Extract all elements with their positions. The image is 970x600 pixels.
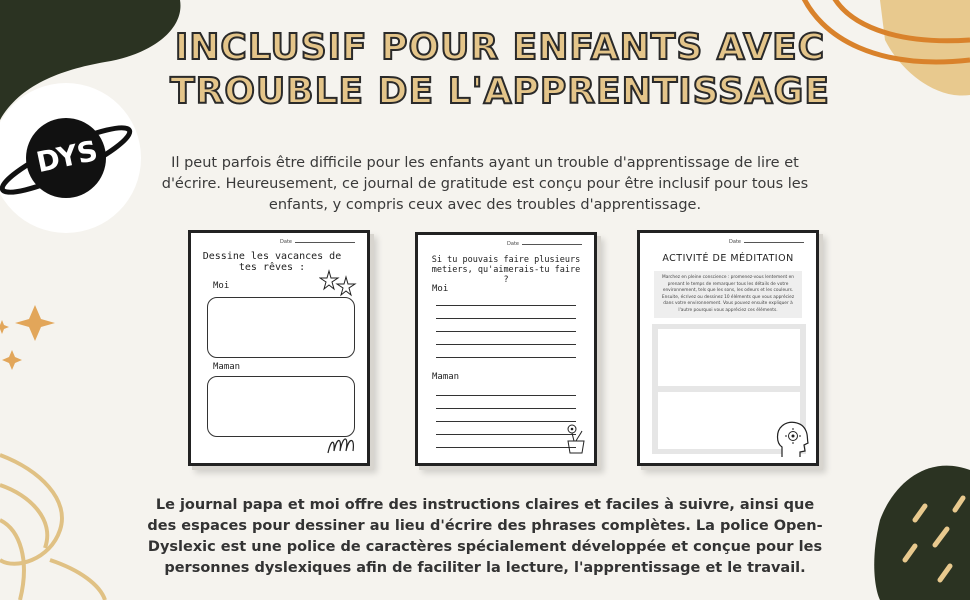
meditation-heading: ACTIVITÉ DE MÉDITATION [662,253,794,264]
description-paragraph: Le journal papa et moi offre des instructions claires et faciles à suivre, ainsi que des espaces pour dessiner au lieu d'écrire des phrases complètes. La police Open-Dyslexic est une police de caractères spécialement développée et conçue pour les personnes dyslexiques afin de faciliter la lecture, l'apprentissage et le travail. [147,497,823,576]
drawing-box-maman [207,376,355,437]
journal-page-drawing [188,230,370,466]
star-tiny [0,320,9,334]
star-small [2,350,22,370]
page-title: INCLUSIF POUR ENFANTS AVEC TROUBLE DE L'APPRENTISSAGE [170,27,830,112]
write-line [436,408,576,409]
flower-pot-icon [564,421,590,455]
stars-icon [319,269,359,299]
label-moi: Moi [432,284,449,294]
dys-badge [0,80,150,235]
journal-page-writing [415,232,597,466]
journal-page-meditation [637,230,819,466]
date-field: Date [280,239,355,245]
star-large [15,305,55,341]
write-line [436,421,576,422]
write-line [436,344,576,345]
date-field: Date [729,239,804,245]
write-line [436,318,576,319]
dark-blob-bottom-right [874,466,970,600]
drawing-box-moi [207,297,355,358]
gold-scribble [0,455,105,600]
write-line [436,305,576,306]
label-maman: Maman [213,362,241,372]
sand-blob-top-right [880,0,970,96]
mindful-head-icon [774,419,810,459]
meditation-instructions: Marchez en pleine conscience : promenez-vous lentement en prenant le temps de remarquer tous les détails de votre environnement, tels que les sons, les odeurs et les couleurs. Ensuite, écrivez ou dessinez 10 éléments que vous appréciez dans votre environnement. Vous pouvez ensuite expliquer à l'autre pourquoi vous appréciez ces éléments. [654,271,802,318]
write-line [436,395,576,396]
write-line [436,357,576,358]
plant-doodle-icon [325,429,365,457]
write-line [436,434,576,435]
meditation-slot [658,329,800,386]
label-moi: Moi [213,281,230,291]
label-maman: Maman [432,372,460,382]
drawing-prompt: Dessine les vacances de tes rêves : [202,251,342,273]
badge-text: DYS [33,133,101,180]
write-line [436,331,576,332]
write-line [436,447,576,448]
intro-paragraph: Il peut parfois être difficile pour les enfants ayant un trouble d'apprentissage de lire et d'écrire. Heureusement, ce journal de gratitude est conçu pour être inclusif pour tous les enfants, y compris ceux avec des troubles d'apprentissage. [161,155,809,213]
date-field: Date [507,241,582,247]
writing-prompt: Si tu pouvais faire plusieurs metiers, qu'aimerais-tu faire ? [431,255,581,285]
